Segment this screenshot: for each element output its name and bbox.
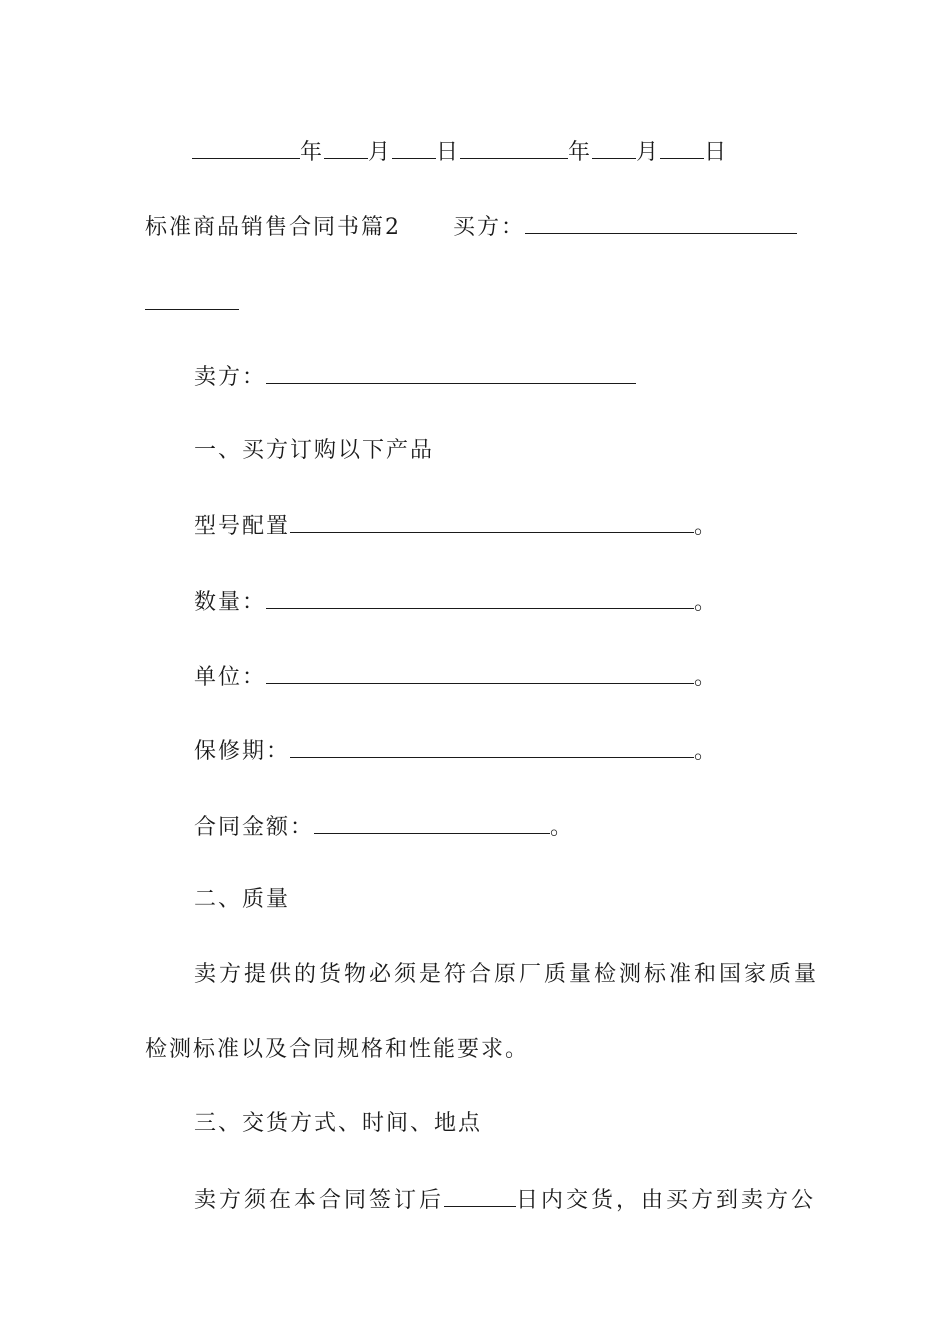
section-3-para-line-1: 卖方须在本合同签订后 日内交货，由买方到卖方公 [194, 1184, 816, 1216]
blank-day-1 [392, 136, 436, 159]
model-line: 型号配置 。 [194, 510, 718, 542]
quantity-label: 数量： [194, 590, 267, 615]
document-title: 标准商品销售合同书篇2 [145, 215, 401, 240]
buyer-blank [525, 211, 797, 234]
quantity-line: 数量： 。 [194, 586, 718, 618]
section-2-para-line-1: 卖方提供的货物必须是符合原厂质量检测标准和国家质量 [194, 962, 820, 987]
section-2-title: 二、质量 [194, 887, 291, 912]
seller-line [194, 361, 636, 393]
section-3-title: 三、交货方式、时间、地点 [194, 1111, 483, 1136]
delivery-days-blank [444, 1184, 516, 1207]
amount-blank [314, 811, 550, 834]
buyer-blank-continued [145, 287, 239, 319]
warranty-blank [290, 735, 694, 758]
quantity-blank [266, 586, 694, 609]
year-label-2: 年 [568, 140, 593, 165]
date-line [192, 136, 728, 168]
model-label: 型号配置 [194, 514, 291, 539]
blank-month-1 [324, 136, 368, 159]
blank-year-2 [460, 136, 568, 159]
amount-line: 合同金额： 。 [194, 811, 574, 843]
blank-month-2 [592, 136, 636, 159]
seller-label: 卖方： [194, 365, 267, 390]
month-label-2: 月 [636, 140, 661, 165]
blank-day-2 [660, 136, 704, 159]
day-label-2: 日 [704, 140, 729, 165]
buyer-label: 买方： [453, 215, 526, 240]
unit-line: 单位： 。 [194, 661, 718, 693]
seller-blank [266, 361, 636, 384]
warranty-label: 保修期： [194, 739, 291, 764]
amount-label: 合同金额： [194, 815, 315, 840]
warranty-line: 保修期： 。 [194, 735, 718, 767]
month-label-1: 月 [368, 140, 393, 165]
day-label-1: 日 [436, 140, 461, 165]
section-1-title: 一、买方订购以下产品 [194, 438, 435, 463]
unit-label: 单位： [194, 665, 267, 690]
year-label-1: 年 [300, 140, 325, 165]
heading-line [145, 211, 797, 243]
unit-blank [266, 661, 694, 684]
blank-year-1 [192, 136, 300, 159]
section-2-para-line-2: 检测标准以及合同规格和性能要求。 [145, 1037, 530, 1062]
model-blank [290, 510, 694, 533]
